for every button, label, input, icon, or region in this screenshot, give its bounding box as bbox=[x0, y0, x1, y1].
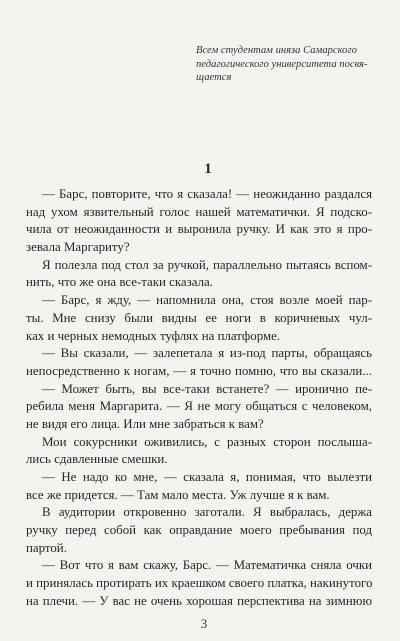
epigraph bbox=[196, 44, 368, 85]
text-line: и принялась протирать их краешком своего платка, накинутого bbox=[26, 576, 372, 591]
text-line: нить, что же она все-таки сказала. bbox=[26, 275, 213, 290]
text-line: В аудитории откровенно заготали. Я выбралась, держа bbox=[42, 505, 372, 520]
chapter-number: 1 bbox=[204, 161, 212, 177]
text-line: ребила меня Маргарита. — Я не могу общаться с человеком, bbox=[26, 399, 372, 414]
page-number: 3 bbox=[200, 616, 208, 631]
text-line: все же придется. — Там мало места. Уж лучше я к вам. bbox=[26, 487, 330, 502]
text-line: — Вы сказали, — залепетала я из-под парты, обращаясь bbox=[42, 346, 372, 361]
text-line: — Может быть, вы все-таки встанете? — иронично пе- bbox=[42, 381, 372, 396]
epigraph-line: щается bbox=[196, 72, 232, 84]
text-line: партой. bbox=[26, 540, 67, 555]
text-line: непосредственно к ногам, — я точно помню, что вы сказали... bbox=[26, 363, 372, 378]
text-line: на плечи. — У вас не очень хорошая перспектива на зимнюю bbox=[26, 593, 372, 608]
text-line: зевала Маргариту? bbox=[26, 240, 130, 255]
text-line: — Вот что я вам скажу, Барс. — Математичка сняла очки bbox=[42, 558, 372, 573]
body-text bbox=[26, 186, 372, 611]
text-line: не видя его лица. Или мне забраться к вам? bbox=[26, 416, 264, 431]
text-line: ты. Мне снизу были видны ее ноги в коричневых чул- bbox=[26, 310, 372, 325]
epigraph-line: Всем студентам иняза Самарского bbox=[196, 45, 357, 56]
text-line: — Барс, повторите, что я сказала! — неожиданно раздался bbox=[42, 187, 372, 201]
epigraph-line: педагогического университета посвя- bbox=[196, 58, 368, 70]
text-line: ручку перед собой как оправдание моего пребывания под bbox=[26, 523, 372, 538]
text-line: — Не надо ко мне, — сказала я, понимая, что вылезти bbox=[42, 470, 372, 484]
text-line: Мои сокурсники оживились, с разных сторон послыша- bbox=[42, 434, 372, 449]
text-line: чила от неожиданности и выронила ручку. И как это я про- bbox=[26, 222, 372, 237]
text-line: Я полезла под стол за ручкой, параллельно пытаясь вспом- bbox=[42, 257, 372, 272]
text-line: над ухом язвительный голос нашей математички. Я подско- bbox=[26, 204, 372, 219]
text-line: — Барс, я жду, — напомнила она, стоя возле моей пар- bbox=[42, 293, 372, 308]
text-line: ках и черных немодных туфлях на платформе. bbox=[26, 328, 281, 343]
text-line: лись сдавленные смешки. bbox=[26, 452, 168, 467]
